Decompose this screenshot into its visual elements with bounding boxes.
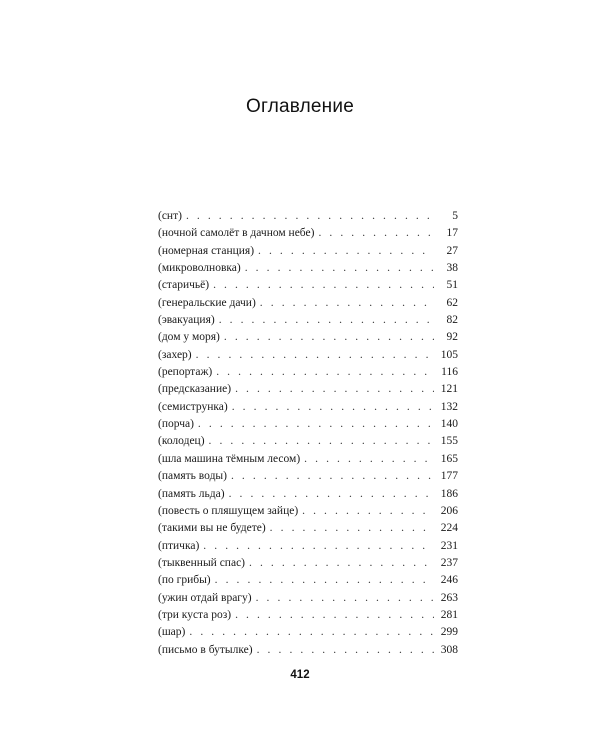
toc-entry [158,277,458,294]
toc-entry-page: 132 [440,400,458,413]
toc-dot-leader [249,555,434,572]
toc-entry-page: 308 [440,643,458,656]
toc-entry-title: (снт) [158,210,182,222]
toc-entry [158,433,458,450]
toc-dot-leader [304,451,434,468]
toc-entry-title: (генеральские дачи) [158,296,256,309]
toc-entry-title: (тыквенный спас) [158,556,245,569]
table-of-contents [158,208,458,659]
toc-entry [158,364,458,381]
toc-entry-page: 299 [440,626,458,639]
toc-entry-page: 51 [446,279,458,292]
toc-entry-title: (память льда) [158,487,225,500]
toc-dot-leader [302,503,434,520]
toc-entry-page: 17 [446,227,458,240]
toc-entry [158,243,458,260]
toc-entry [158,225,458,242]
toc-dot-leader [231,468,434,485]
toc-entry-title: (шла машина тёмным лесом) [158,452,301,465]
toc-dot-leader [224,329,434,346]
toc-entry [158,590,458,607]
toc-dot-leader [215,572,434,589]
toc-entry-title: (предсказание) [158,383,232,396]
toc-entry [158,416,458,433]
toc-dot-leader [235,381,434,398]
toc-entry-title: (микроволновка) [158,262,241,275]
toc-dot-leader [203,538,434,555]
toc-entry-title: (захер) [158,348,192,361]
toc-dot-leader [257,642,434,659]
toc-entry-title: (повесть о пляшущем зайце) [158,504,299,517]
page-title: Оглавление [246,96,354,117]
toc-entry-title: (эвакуация) [158,314,215,327]
toc-entry-title: (дом у моря) [158,331,220,344]
toc-entry-page: 263 [440,591,458,604]
toc-entry-page: 206 [440,504,458,517]
toc-dot-leader [318,225,434,242]
toc-dot-leader [213,277,434,294]
toc-entry-title: (номерная станция) [158,244,255,257]
toc-entry-title: (птичка) [158,539,200,552]
toc-dot-leader [270,520,434,537]
toc-entry-page: 237 [440,556,458,569]
toc-entry-page: 82 [446,314,458,327]
toc-entry-page: 246 [440,574,458,587]
toc-entry-page: 224 [440,522,458,535]
toc-dot-leader [245,260,434,277]
toc-entry [158,538,458,555]
toc-entry-page: 177 [440,470,458,483]
toc-dot-leader [219,312,434,329]
toc-entry-page: 121 [440,383,458,396]
toc-entry [158,642,458,659]
toc-entry-title: (такими вы не будете) [158,522,266,535]
toc-entry-page: 140 [440,418,458,431]
toc-entry-page: 105 [440,348,458,361]
toc-entry-title: (репортаж) [158,366,213,379]
toc-entry-page: 5 [452,210,458,222]
toc-entry-title: (по грибы) [158,574,211,587]
toc-dot-leader [256,590,434,607]
toc-entry-title: (ужин отдай врагу) [158,591,252,604]
toc-entry-title: (шар) [158,626,186,639]
toc-entry-page: 281 [440,608,458,621]
toc-entry [158,451,458,468]
toc-entry [158,399,458,416]
toc-entry-title: (старичьё) [158,279,210,292]
page-number: 412 [290,669,310,681]
toc-entry [158,503,458,520]
toc-entry-page: 38 [446,262,458,275]
toc-dot-leader [232,399,434,416]
toc-dot-leader [258,243,434,260]
toc-entry-page: 62 [446,296,458,309]
toc-entry [158,329,458,346]
toc-entry-page: 116 [441,366,458,379]
toc-entry [158,347,458,364]
toc-entry [158,572,458,589]
toc-dot-leader [196,347,434,364]
toc-entry [158,295,458,312]
toc-entry [158,312,458,329]
toc-entry-title: (три куста роз) [158,608,232,621]
toc-entry-page: 186 [440,487,458,500]
toc-entry-page: 27 [446,244,458,257]
toc-dot-leader [229,486,434,503]
toc-dot-leader [186,208,434,225]
toc-entry-page: 92 [446,331,458,344]
toc-dot-leader [235,607,434,624]
toc-dot-leader [216,364,434,381]
toc-entry-title: (письмо в бутылке) [158,643,253,656]
toc-entry [158,607,458,624]
toc-entry [158,486,458,503]
toc-entry [158,208,458,225]
toc-entry [158,624,458,641]
toc-entry [158,381,458,398]
toc-entry [158,468,458,485]
toc-entry-title: (порча) [158,418,194,431]
toc-entry-title: (ночной самолёт в дачном небе) [158,227,315,240]
toc-entry-page: 165 [440,452,458,465]
toc-dot-leader [209,433,434,450]
toc-entry [158,555,458,572]
toc-entry-page: 231 [440,539,458,552]
toc-dot-leader [260,295,434,312]
toc-entry [158,260,458,277]
toc-entry-title: (колодец) [158,435,205,448]
toc-entry-page: 155 [440,435,458,448]
toc-dot-leader [189,624,434,641]
toc-dot-leader [198,416,434,433]
toc-entry [158,520,458,537]
toc-entry-title: (память воды) [158,470,227,483]
toc-entry-title: (семиструнка) [158,400,228,413]
